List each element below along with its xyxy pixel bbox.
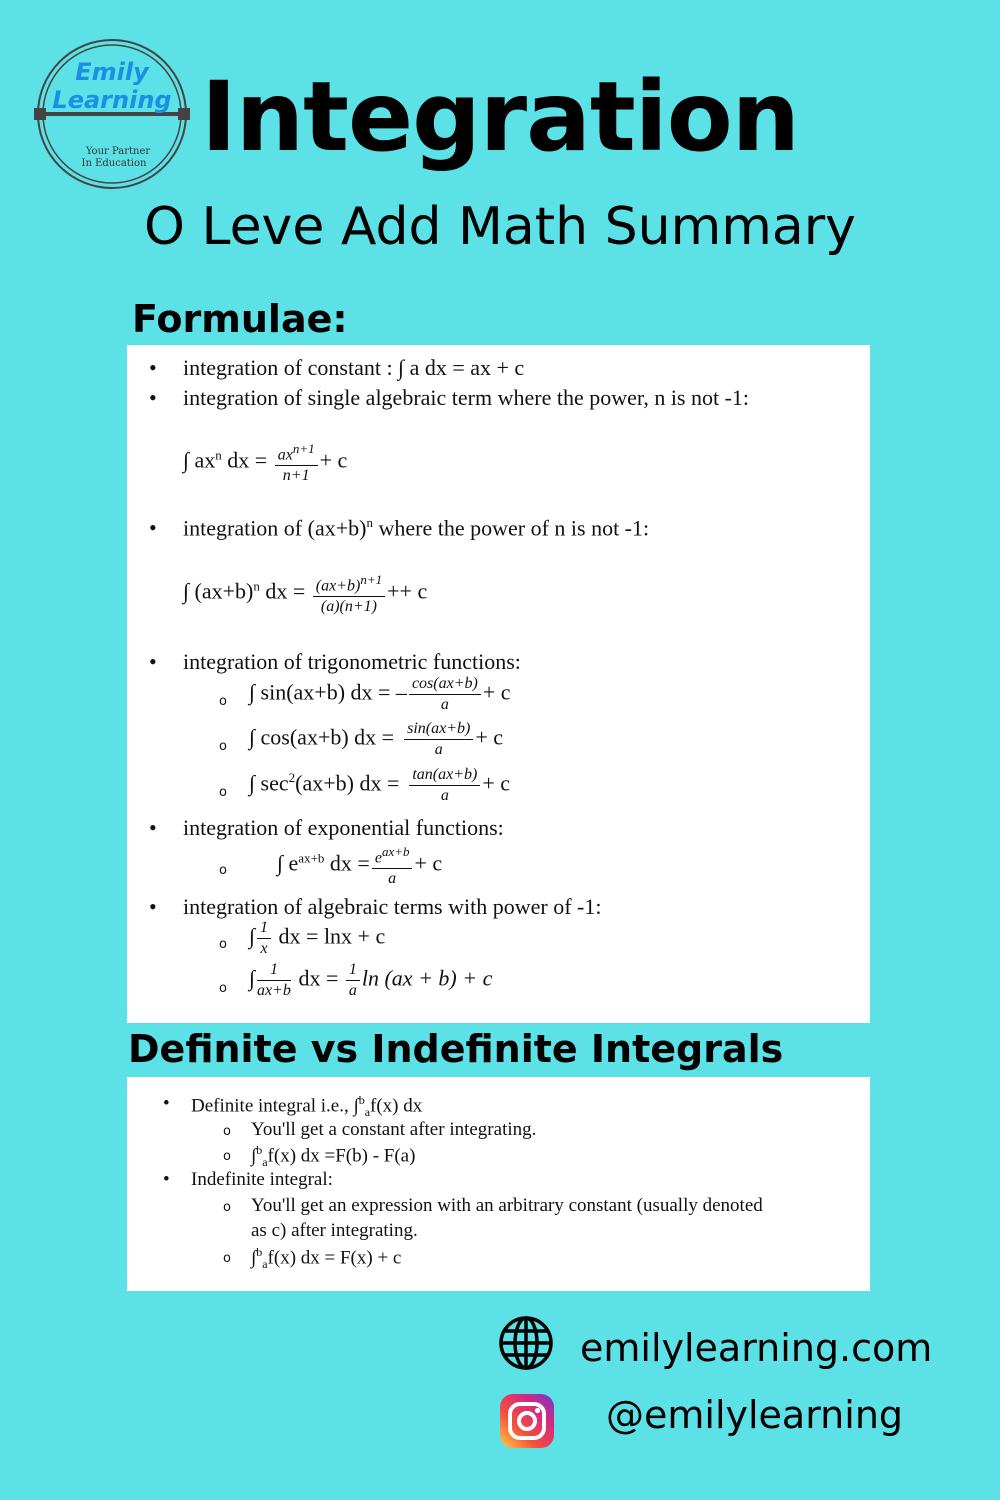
definite-point2: ∫$^b_a$f(x) dx =F(b) - F(a) bbox=[251, 1143, 416, 1170]
bullet-icon: • bbox=[163, 1093, 170, 1114]
formula-linear-power-desc: integration of $(ax+b)^n$ where the power of n is not -1: bbox=[183, 515, 650, 541]
instagram-handle[interactable]: @emilylearning bbox=[606, 1393, 904, 1437]
definite-point1: You'll get a constant after integrating. bbox=[251, 1119, 537, 1140]
fraction: $\frac{1}{ax+b}$ bbox=[257, 961, 291, 999]
sub-bullet-icon: o bbox=[223, 1149, 231, 1164]
fraction: $\frac{e^{ax+b}}{a}$ bbox=[372, 843, 413, 888]
formula-sec: ∫ $\sec^2(ax+b)$ dx = $\frac{\tan(ax+b)}{a}$ + c bbox=[249, 766, 511, 804]
indefinite-point1-line1: You'll get an expression with an arbitrary constant (usually denoted bbox=[251, 1195, 763, 1216]
bullet-icon: • bbox=[163, 1169, 170, 1190]
logo-tagline2: In Education bbox=[81, 158, 147, 169]
fraction: $\frac{\tan(ax+b)}{a}$ bbox=[409, 766, 480, 805]
sub-bullet-icon: o bbox=[219, 694, 227, 709]
fraction: $\frac{\sin(ax+b)}{a}$ bbox=[404, 720, 473, 759]
formula-linear-power: ∫ $(ax+b)^n$ dx = $\frac{(ax+b)^{n+1}}{(a)(n+1)}$ ++ c bbox=[183, 572, 428, 616]
indefinite-point1-line2: as c) after integrating. bbox=[251, 1220, 418, 1241]
fraction: $\frac{\cos(ax+b)}{a}$ bbox=[409, 675, 481, 714]
indefinite-point2: ∫$^b_a$f(x) dx = F(x) + c bbox=[251, 1245, 402, 1272]
logo-line2: Learning bbox=[52, 86, 172, 114]
sub-bullet-icon: o bbox=[223, 1251, 231, 1266]
sub-bullet-icon: o bbox=[223, 1200, 231, 1215]
bullet-icon: • bbox=[149, 515, 157, 540]
formula-neg1-heading: integration of algebraic terms with power of -1: bbox=[183, 894, 602, 919]
formula-constant: integration of constant : ∫ a dx = ax + c bbox=[183, 355, 525, 380]
formula-inverse-linear: ∫ $\frac{1}{ax+b}$ dx = $\frac{1}{a}$ ln (ax + b) + c bbox=[249, 961, 493, 999]
definite-panel bbox=[127, 1077, 870, 1291]
definite-intro: Definite integral i.e., ∫$^b_a$f(x) dx bbox=[191, 1093, 423, 1120]
formulae-panel bbox=[127, 345, 870, 1023]
formula-sin: ∫ sin(ax+b) dx = – $\frac{\cos(ax+b)}{a}$ + c bbox=[249, 675, 511, 713]
definite-heading: Definite vs Indefinite Integrals bbox=[128, 1027, 784, 1071]
formula-exp-heading: integration of exponential functions: bbox=[183, 815, 504, 840]
sub-bullet-icon: o bbox=[219, 981, 227, 996]
formula-single-term-desc: integration of single algebraic term where the power, n is not -1: bbox=[183, 385, 750, 410]
page-subtitle: O Leve Add Math Summary bbox=[144, 197, 856, 257]
sub-bullet-icon: o bbox=[219, 937, 227, 952]
sub-bullet-icon: o bbox=[219, 863, 227, 878]
sub-bullet-icon: o bbox=[223, 1124, 231, 1139]
sub-bullet-icon: o bbox=[219, 739, 227, 754]
bullet-icon: • bbox=[149, 894, 157, 919]
logo-tagline1: Your Partner bbox=[85, 146, 151, 157]
bullet-icon: • bbox=[149, 355, 157, 380]
bullet-icon: • bbox=[149, 815, 157, 840]
website-link[interactable]: emilylearning.com bbox=[580, 1326, 933, 1370]
formula-cos: ∫ cos(ax+b) dx = $\frac{\sin(ax+b)}{a}$ + c bbox=[249, 720, 503, 758]
bullet-icon: • bbox=[149, 385, 157, 410]
fraction: $\frac{1}{a}$ bbox=[346, 961, 360, 1000]
instagram-icon[interactable] bbox=[499, 1393, 555, 1449]
formulae-heading: Formulae: bbox=[132, 297, 348, 341]
formula-single-term: ∫ $ax^n$ dx = $\frac{ax^{n+1}}{n+1}$ + c bbox=[183, 441, 348, 485]
indefinite-intro: Indefinite integral: bbox=[191, 1169, 333, 1190]
sub-bullet-icon: o bbox=[219, 785, 227, 800]
formula-inverse-x: ∫ $\frac{1}{x}$ dx = lnx + c bbox=[249, 919, 386, 957]
page-title: Integration bbox=[201, 61, 799, 173]
logo-line1: Emily bbox=[75, 58, 149, 86]
fraction: $\frac{ax^{n+1}}{n+1}$ bbox=[275, 440, 318, 485]
formula-exp: ∫ $e^{ax+b}$ dx = $\frac{e^{ax+b}}{a}$ + c bbox=[277, 844, 443, 888]
fraction: $\frac{1}{x}$ bbox=[257, 919, 271, 958]
formula-trig-heading: integration of trigonometric functions: bbox=[183, 649, 521, 674]
fraction: $\frac{(ax+b)^{n+1}}{(a)(n+1)}$ bbox=[313, 571, 385, 616]
bullet-icon: • bbox=[149, 649, 157, 674]
globe-icon bbox=[497, 1314, 555, 1372]
